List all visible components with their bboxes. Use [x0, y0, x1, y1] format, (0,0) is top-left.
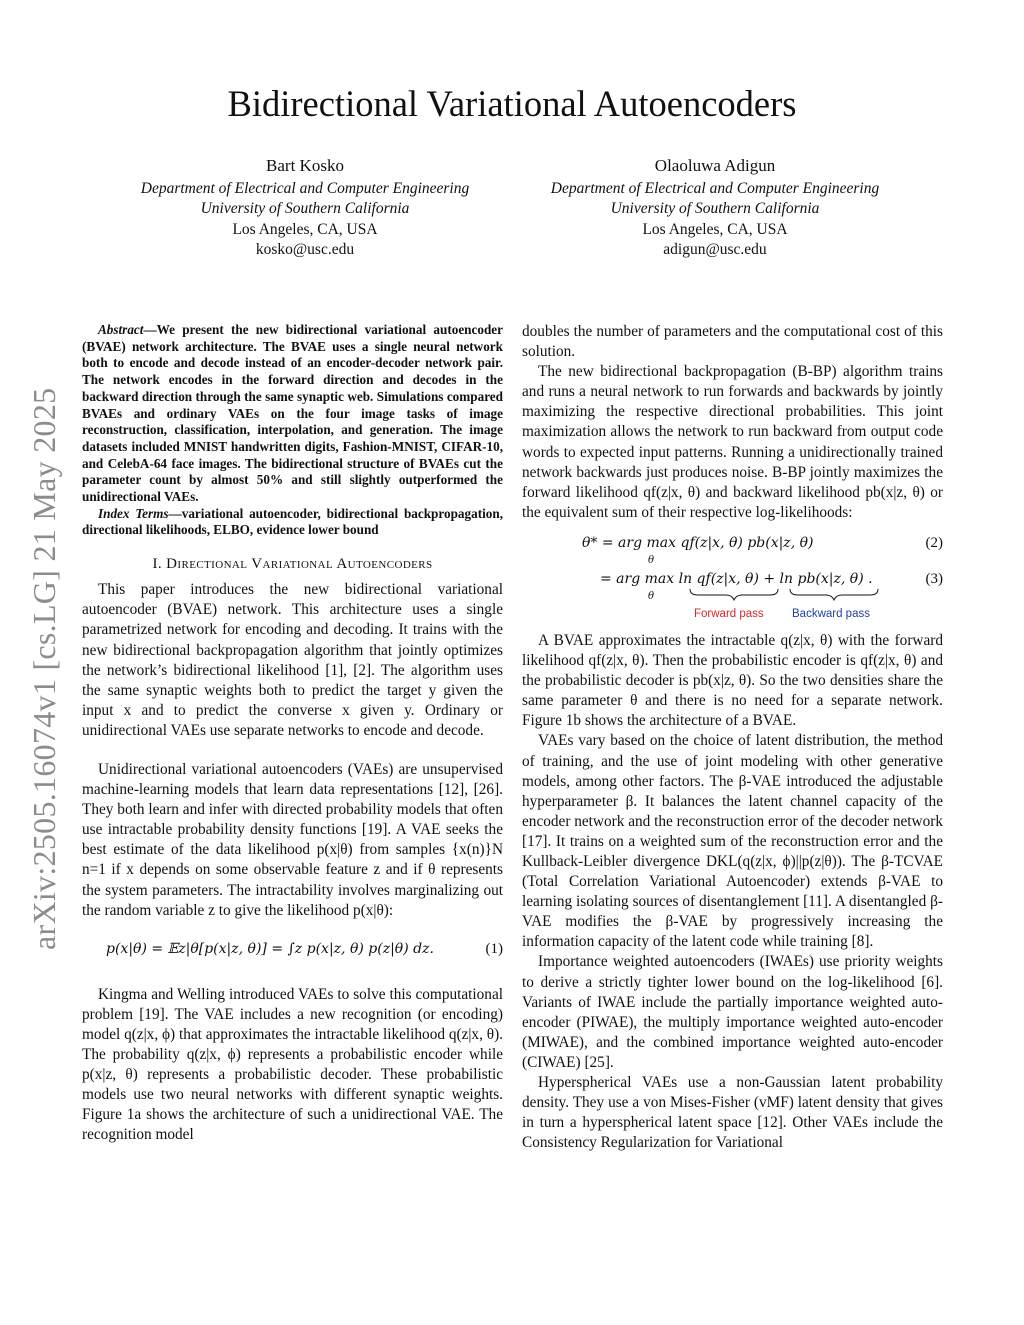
- author-location: Los Angeles, CA, USA: [232, 220, 378, 238]
- abstract-text: —We present the new bidirectional variational autoencoder (BVAE) network architecture. The BVAE uses a single neural network both to encode and decode instead of an encoder-decoder network pair. The network encodes in the forward direction and decodes in the backward direction through the same synaptic web. Simulations compared BVAEs and ordinary VAEs on the four image tasks of image reconstruction, classification, interpolation, and generation. The image datasets included MNIST handwritten digits, Fashion-MNIST, CIFAR-10, and CelebA-64 face images. The bidirectional structure of BVAEs cut the parameter count by almost 50% and still slightly outperformed the unidirectional VAEs.: [82, 322, 503, 505]
- author-dept: Department of Electrical and Computer Engineering: [140, 180, 470, 198]
- author-name: Olaoluwa Adigun: [654, 156, 776, 175]
- section-title: Directional Variational Autoencoders: [166, 556, 433, 573]
- equation-2-expression: θ* = arg max qf(z|x, θ) pb(x|z, θ): [582, 534, 814, 551]
- section-number: I.: [152, 556, 163, 573]
- equation-2-3: [522, 527, 943, 623]
- author-univ: University of Southern California: [610, 200, 820, 218]
- paragraph: Unidirectional variational autoencoders (VAEs) are unsupervised machine-learning models that learn data representations [12], [26]. They both learn and infer with directed probability models that often use intractable probability density functions [19]. A VAE seeks the best estimate of the data likelihood p(x|θ) from samples {x(n)}N n=1 if x depends on some observable feature z and if θ represents the system parameters. The intractability involves marginalizing out the random variable z to give the likelihood p(x|θ):: [82, 760, 503, 919]
- equation-2-subscript: θ: [648, 554, 655, 566]
- paragraph: This paper introduces the new bidirectional variational autoencoder (BVAE) network. This architecture uses a single parametrized network for encoding and decoding. It trains with the new bidirectional backpropagation algorithm that jointly optimizes the network’s bidirectional likelihood [1], [2]. The algorithm uses the same synaptic weights both to predict the target y given the input x and to predict the converse x given y. Ordinary or unidirectional VAEs use separate networks to encode and decode.: [82, 581, 503, 739]
- underbrace-graphic: [688, 587, 938, 601]
- equation-number: (1): [485, 940, 503, 957]
- author-email[interactable]: adigun@usc.edu: [663, 240, 767, 258]
- equation-expression: p(x|θ) = 𝔼z|θ[p(x|z, θ)] = ∫z p(x|z, θ) p(z|θ) dz.: [106, 940, 434, 957]
- equation-number: (3): [925, 570, 943, 587]
- paragraph: A BVAE approximates the intractable q(z|x, θ) with the forward likelihood qf(z|x, θ). Then the probabilistic encoder is qf(z|x, θ) and the probabilistic decoder is pb(x|z, θ). So the two densities share the same parameter θ and there is no need for a separate network. Figure 1b shows the architecture of a BVAE.: [522, 631, 943, 730]
- forward-pass-label: Forward pass: [694, 607, 764, 620]
- author-location: Los Angeles, CA, USA: [642, 220, 788, 238]
- author-email[interactable]: kosko@usc.edu: [255, 240, 355, 258]
- abstract-lead: Abstract: [98, 322, 144, 337]
- author-block-2: [510, 156, 920, 260]
- equation-3-subscript: θ: [648, 590, 655, 602]
- equation-1: [82, 927, 503, 979]
- backward-pass-label: Backward pass: [792, 607, 870, 620]
- equation-number: (2): [925, 534, 943, 551]
- author-name: Bart Kosko: [266, 156, 344, 175]
- right-column: [522, 322, 943, 1153]
- section-heading: [82, 554, 503, 574]
- arxiv-stamp: arXiv:2505.16074v1 [cs.LG] 21 May 2025: [26, 387, 62, 950]
- paragraph: VAEs vary based on the choice of latent distribution, the method of training, and the use of joint modeling with other generative models, among other factors. The β-VAE introduced the adjustable hyperparameter β. It balances the latent channel capacity of the encoder network and the reconstruction error of the decoder network [17]. It trains on a weighted sum of the reconstruction error and the Kullback-Leibler divergence DKL(q(z|x, ϕ)||p(z|θ)). The β-TCVAE (Total Correlation Variational Autoencoder) extends β-VAE to learning isolating sources of disentanglement [11]. A disentangled β-VAE modifies the β-VAE by progressively increasing the information capacity of the latent code while training [8].: [522, 732, 943, 951]
- left-column: [82, 322, 503, 1145]
- equation-3-expression: = arg max ln qf(z|x, θ) + ln pb(x|z, θ) .: [600, 570, 873, 587]
- paragraph: doubles the number of parameters and the computational cost of this solution.: [522, 323, 943, 361]
- index-terms-lead: Index Terms: [98, 505, 169, 521]
- index-terms-text: —variational autoencoder, bidirectional backpropagation, directional likelihoods, ELBO, evidence lower bound: [82, 505, 503, 538]
- author-dept: Department of Electrical and Computer Engineering: [550, 180, 880, 198]
- index-terms: [82, 506, 503, 539]
- author-block-1: [100, 156, 510, 260]
- author-univ: University of Southern California: [200, 200, 410, 218]
- abstract: [82, 322, 503, 506]
- paper-title: Bidirectional Variational Autoencoders: [227, 83, 797, 124]
- paragraph: The new bidirectional backpropagation (B-BP) algorithm trains and runs a neural network to run forwards and backwards by jointly maximizing the respective directional probabilities. This joint maximization allows the network to run backward from output code words to expected input patterns. Running a unidirectionally trained network backwards just produces noise. B-BP jointly maximizes the forward likelihood qf(z|x, θ) and backward likelihood pb(x|z, θ) or the equivalent sum of their respective log-likelihoods:: [522, 363, 943, 521]
- paragraph: Kingma and Welling introduced VAEs to solve this computational problem [19]. The VAE includes a new recognition (or encoding) model q(z|x, ϕ) that approximates the intractable likelihood q(z|x, θ). The probability q(z|x, ϕ) represents a probabilistic encoder while p(x|z, θ) represents a probabilistic decoder. These probabilistic models use two neural networks with different synaptic weights. Figure 1a shows the architecture of such a unidirectional VAE. The recognition model: [82, 985, 503, 1144]
- paragraph: Hyperspherical VAEs use a non-Gaussian latent probability density. They use a von Mises-Fisher (vMF) latent density that gives in turn a hyperspherical latent space [12]. Other VAEs include the Consistency Regularization for Variational: [522, 1074, 943, 1152]
- paragraph: Importance weighted autoencoders (IWAEs) use priority weights to derive a strictly tighter lower bound on the log-likelihood [6]. Variants of IWAE include the partially importance weighted auto-encoder (PIWAE), the multiply importance weighted auto-encoder (MIWAE), and the combined importance weighted auto-encoder (CIWAE) [25].: [522, 953, 943, 1071]
